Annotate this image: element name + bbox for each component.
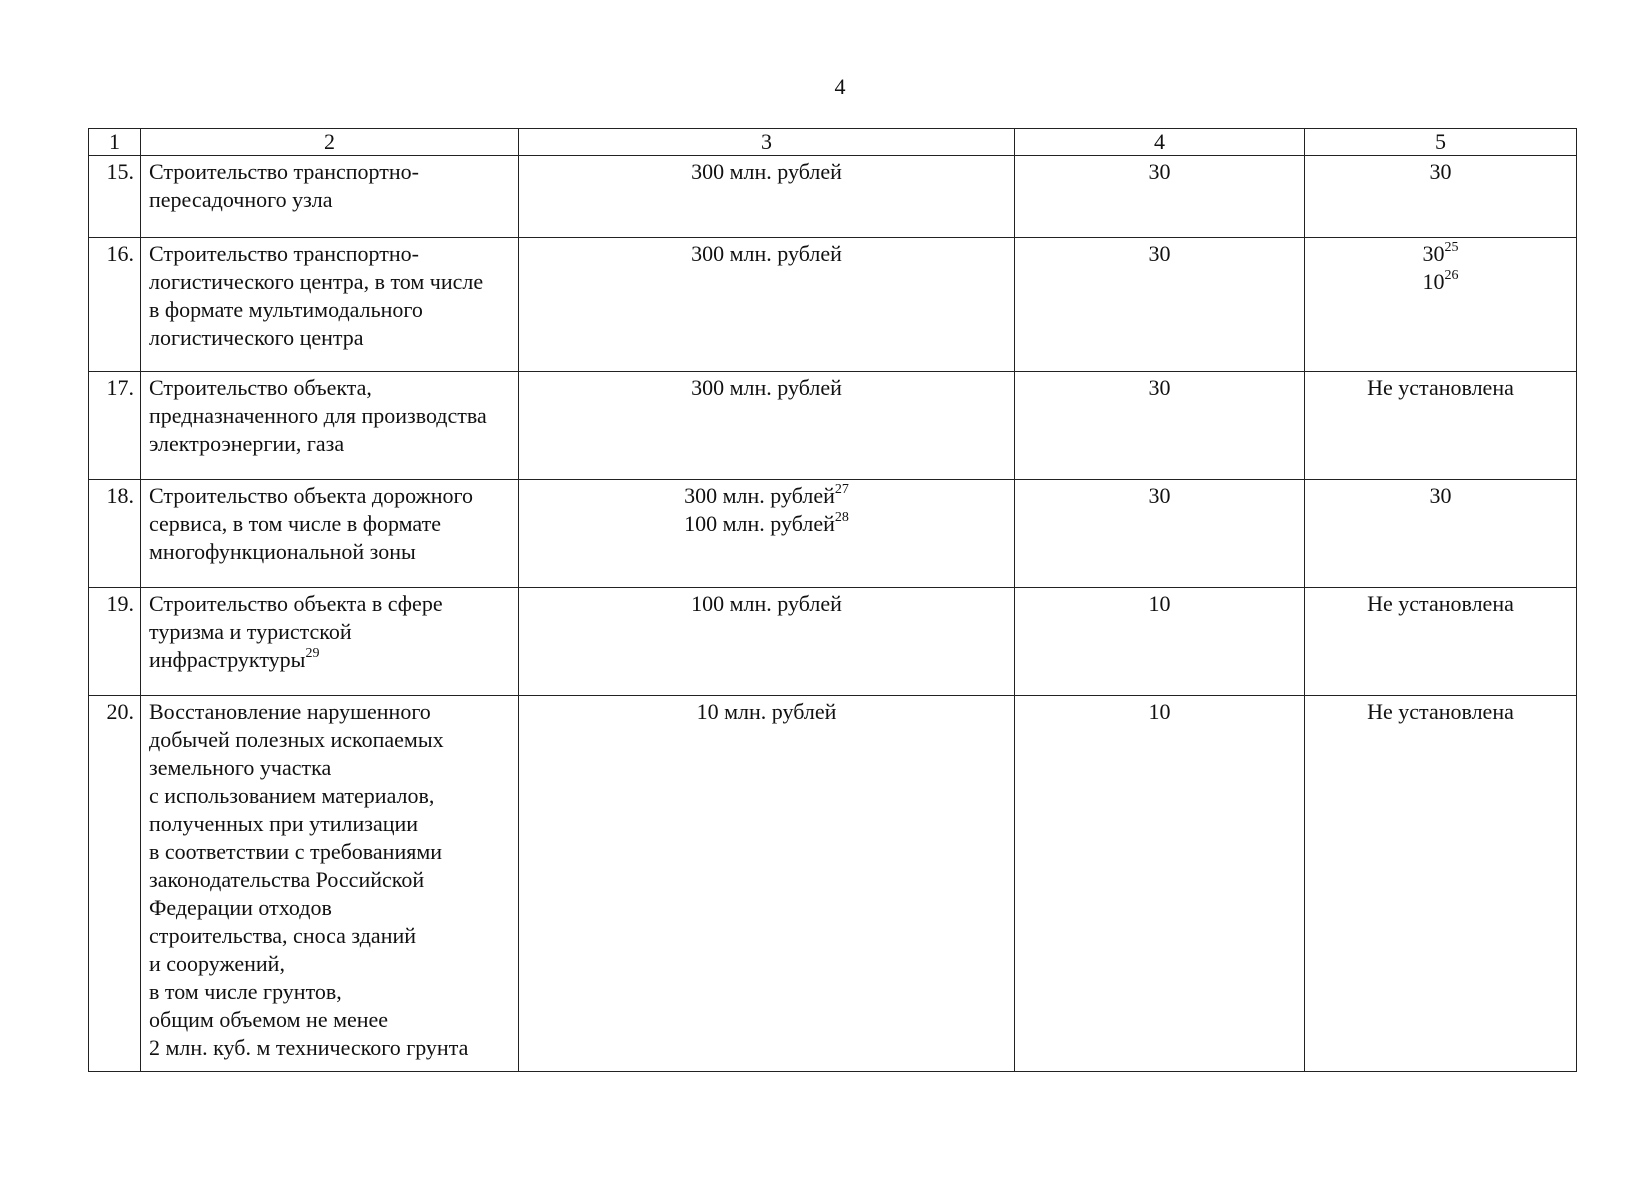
description-line: в соответствии с требованиями	[149, 839, 443, 864]
amount-line: 300 млн. рублей	[691, 159, 842, 184]
description-line: пересадочного узла	[149, 187, 333, 212]
description-line: предназначенного для производства	[149, 403, 487, 428]
value-line: $30^{25}$	[1422, 239, 1459, 266]
row-number: 20.	[89, 696, 141, 1072]
description-line: с использованием материалов,	[149, 783, 435, 808]
header-cell-4: 4	[1015, 129, 1305, 156]
row-number: 19.	[89, 588, 141, 696]
table-row	[89, 480, 1577, 588]
investment-amount	[519, 480, 1015, 588]
description-line: сервиса, в том числе в формате	[149, 511, 441, 536]
description-line: Строительство транспортно-	[149, 159, 419, 184]
description-line: в формате мультимодального	[149, 297, 423, 322]
investment-amount	[519, 156, 1015, 238]
table-header-row	[89, 129, 1577, 156]
footnote-ref: 27	[834, 481, 849, 497]
description-line: многофункциональной зоны	[149, 539, 416, 564]
description-line: Федерации отходов	[149, 895, 332, 920]
amount-line: 300 млн. рублей$^{27}$	[684, 481, 849, 508]
footnote-ref: 26	[1444, 267, 1459, 283]
value-line: 30	[1429, 483, 1452, 508]
row-number: 15.	[89, 156, 141, 238]
header-cell-1: 1	[89, 129, 141, 156]
object-description	[141, 156, 519, 238]
column-5-value	[1305, 696, 1577, 1072]
object-description	[141, 696, 519, 1072]
object-description	[141, 588, 519, 696]
header-cell-2: 2	[141, 129, 519, 156]
description-line: добычей полезных ископаемых	[149, 727, 444, 752]
column-5-value	[1305, 480, 1577, 588]
column-4-value: 10	[1015, 696, 1305, 1072]
description-line: в том числе грунтов,	[149, 979, 342, 1004]
row-number: 16.	[89, 238, 141, 372]
column-5-value	[1305, 372, 1577, 480]
description-line: логистического центра, в том числе	[149, 269, 484, 294]
column-4-value: 30	[1015, 480, 1305, 588]
column-5-value	[1305, 588, 1577, 696]
investment-amount	[519, 372, 1015, 480]
amount-line: 100 млн. рублей$^{28}$	[684, 509, 849, 536]
column-4-value: 30	[1015, 372, 1305, 480]
table-row	[89, 588, 1577, 696]
description-line: полученных при утилизации	[149, 811, 419, 836]
investment-amount	[519, 238, 1015, 372]
amount-line: 300 млн. рублей	[691, 241, 842, 266]
value-line: Не установлена	[1367, 699, 1514, 724]
description-line: Строительство объекта дорожного	[149, 483, 473, 508]
table-row	[89, 696, 1577, 1072]
row-number: 17.	[89, 372, 141, 480]
header-cell-3: 3	[519, 129, 1015, 156]
description-line: общим объемом не менее	[149, 1007, 389, 1032]
object-description	[141, 372, 519, 480]
investment-amount	[519, 696, 1015, 1072]
column-4-value: 10	[1015, 588, 1305, 696]
footnote-ref: 29	[305, 645, 320, 661]
description-line: инфраструктуры$^{29}$	[149, 645, 320, 672]
amount-line: 10 млн. рублей	[696, 699, 837, 724]
amount-line: 300 млн. рублей	[691, 375, 842, 400]
object-description	[141, 238, 519, 372]
column-5-value	[1305, 238, 1577, 372]
investment-amount	[519, 588, 1015, 696]
description-line: туризма и туристской	[149, 619, 352, 644]
description-line: Строительство объекта,	[149, 375, 372, 400]
column-4-value: 30	[1015, 156, 1305, 238]
description-line: Строительство транспортно-	[149, 241, 419, 266]
footnote-ref: 28	[834, 509, 849, 525]
description-line: Восстановление нарушенного	[149, 699, 431, 724]
row-number: 18.	[89, 480, 141, 588]
description-line: логистического центра	[149, 325, 364, 350]
column-4-value: 30	[1015, 238, 1305, 372]
value-line: Не установлена	[1367, 375, 1514, 400]
description-line: Строительство объекта в сфере	[149, 591, 443, 616]
value-line: Не установлена	[1367, 591, 1514, 616]
amount-line: 100 млн. рублей	[691, 591, 842, 616]
header-cell-5: 5	[1305, 129, 1577, 156]
table-row	[89, 156, 1577, 238]
table-row	[89, 372, 1577, 480]
description-line: электроэнергии, газа	[149, 431, 345, 456]
description-line: строительства, сноса зданий	[149, 923, 417, 948]
description-line: 2 млн. куб. м технического грунта	[149, 1035, 469, 1060]
data-table	[88, 128, 1577, 1072]
description-line: земельного участка	[149, 755, 332, 780]
value-line: 30	[1429, 159, 1452, 184]
table-row	[89, 238, 1577, 372]
description-line: и сооружений,	[149, 951, 285, 976]
description-line: законодательства Российской	[149, 867, 425, 892]
footnote-ref: 25	[1444, 239, 1459, 255]
object-description	[141, 480, 519, 588]
column-5-value	[1305, 156, 1577, 238]
value-line: $10^{26}$	[1422, 267, 1459, 294]
page-number: 4	[834, 74, 846, 99]
